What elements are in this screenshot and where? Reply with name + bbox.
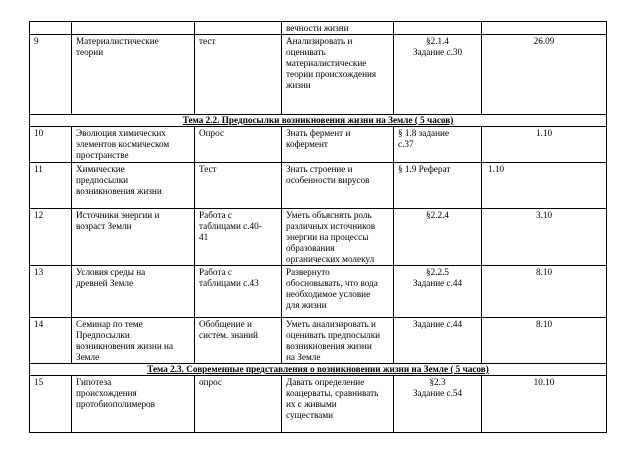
lesson-form [195,163,282,209]
homework [394,209,482,266]
section-title: Тема 2.3. Современные представления о возникновении жизни на Земле ( 5 часов) [147,364,489,374]
activity-line: Развернуто [286,267,330,277]
activity-line: теории происхождения [286,69,377,79]
homework-line: §2.2.5 [426,267,449,277]
lesson-form [195,376,282,433]
lesson-number: 13 [30,266,72,318]
form-line: Работа с [199,210,232,220]
activity-line: Знать строение и [286,164,353,174]
homework [394,318,482,364]
student-activity [282,127,394,163]
lesson-number: 10 [30,127,72,163]
form-line: 41 [199,232,209,242]
homework-line: §2.3 [429,377,446,387]
lesson-date: 1.10 [482,163,607,209]
activity-line: существами [286,410,334,420]
topic-line: происхождения [76,388,137,398]
lesson-date: 3.10 [482,209,607,266]
lesson-number [30,22,72,35]
activity-line: коацерваты, сравнивать [286,388,379,398]
lesson-form [195,127,282,163]
lesson-date: 10.10 [482,376,607,433]
student-activity [282,163,394,209]
topic-line: протобиополимеров [76,399,155,409]
topic-line: возникновения жизни на [76,341,174,351]
lesson-topic [72,35,195,115]
lesson-date [482,22,607,35]
table-row [30,318,607,364]
topic-line: Материалистические [76,36,159,46]
lesson-form [195,35,282,115]
form-line: Обобщение и [199,319,252,329]
lesson-topic [72,127,195,163]
activity-line: возникновения жизни [286,341,372,351]
form-line: Тест [199,164,217,174]
homework [394,35,482,115]
lesson-form [195,266,282,318]
activity-line: Знать фермент и [286,128,351,138]
table-row [30,266,607,318]
activity-line: различных источников [286,221,376,231]
topic-line: Условия среды на [76,267,146,277]
lesson-date: 8.10 [482,318,607,364]
table-row [30,209,607,266]
activity-line: вечности жизни [286,23,349,33]
table-row [30,376,607,433]
topic-line: Предпосылки [76,330,130,340]
lesson-date: 1.10 [482,127,607,163]
activity-line: материалистические [286,58,367,68]
form-line: таблицами с.43 [199,278,259,288]
section-heading [30,364,607,376]
lesson-form [195,22,282,35]
lesson-topic [72,22,195,35]
form-line: опрос [199,377,223,387]
student-activity [282,266,394,318]
form-line: Опрос [199,128,225,138]
homework-line: Задание с.44 [412,278,463,288]
topic-line: возраст Земли [76,221,132,231]
section-row [30,115,607,127]
topic-line: Химические [76,164,125,174]
student-activity [282,35,394,115]
lesson-topic [72,209,195,266]
homework [394,266,482,318]
topic-line: Источники энергии и [76,210,160,220]
student-activity [282,376,394,433]
homework [394,127,482,163]
activity-line: необходимое условие [286,289,371,299]
lesson-number: 14 [30,318,72,364]
lesson-number: 9 [30,35,72,115]
student-activity [282,209,394,266]
activity-line: обосновывать, что вода [286,278,378,288]
lesson-topic [72,163,195,209]
activity-line: Давать определение [286,377,365,387]
lesson-date: 26.09 [482,35,607,115]
activity-line: особенности вирусов [286,175,370,185]
topic-line: Эволюция химических [76,128,166,138]
homework [394,22,482,35]
homework-line: §2.2.4 [426,210,449,220]
lesson-number: 11 [30,163,72,209]
activity-line: Уметь анализировать и [286,319,376,329]
homework-line: § 1.8 задание [398,128,450,138]
lesson-date: 8.10 [482,266,607,318]
topic-line: Земле [76,352,100,362]
lesson-topic [72,318,195,364]
activity-line: для жизни [286,300,327,310]
topic-line: Семинар по теме [76,319,143,329]
lesson-topic [72,376,195,433]
homework-line: Задание с.30 [412,47,463,57]
activity-line: кофермент [286,139,328,149]
homework [394,376,482,433]
topic-line: пространстве [76,150,129,160]
activity-line: их с живыми [286,399,337,409]
homework-line: с.37 [398,139,414,149]
section-heading [30,115,607,127]
topic-line: древней Земле [76,278,134,288]
activity-line: энергии на процессы [286,232,369,242]
homework [394,163,482,209]
table-row [30,22,607,35]
activity-line: органических молекул [286,254,375,264]
activity-line: Анализировать и [286,36,353,46]
section-title: Тема 2.2. Предпосылки возникновения жизни на Земле ( 5 часов) [182,115,454,125]
lesson-number: 12 [30,209,72,266]
section-row [30,364,607,376]
topic-line: элементов космическом [76,139,170,149]
topic-line: Гипотеза [76,377,112,387]
homework-line: § 1.9 Реферат [398,164,451,174]
lesson-plan-table [29,21,607,433]
activity-line: на Земле [286,352,321,362]
lesson-form [195,209,282,266]
topic-line: теории [76,47,104,57]
topic-line: возникновения жизни [76,186,162,196]
form-line: Работа с [199,267,232,277]
lesson-topic [72,266,195,318]
form-line: систем. знаний [199,330,258,340]
topic-line: предпосылки [76,175,129,185]
student-activity [282,318,394,364]
lesson-form [195,318,282,364]
activity-line: Уметь объяснять роль [286,210,372,220]
activity-line: образования [286,243,335,253]
form-line: таблицами с.40- [199,221,262,231]
homework-line: §2.1.4 [426,36,449,46]
activity-line: жизни [286,80,311,90]
form-line: тест [199,36,216,46]
homework-line: Задание с.54 [412,388,463,398]
lesson-number: 15 [30,376,72,433]
student-activity [282,22,394,35]
activity-line: оценивать [286,47,326,57]
table-row [30,163,607,209]
activity-line: оценивать предпосылки [286,330,381,340]
table-row [30,127,607,163]
homework-line: Задание с.44 [412,319,463,329]
table-row [30,35,607,115]
